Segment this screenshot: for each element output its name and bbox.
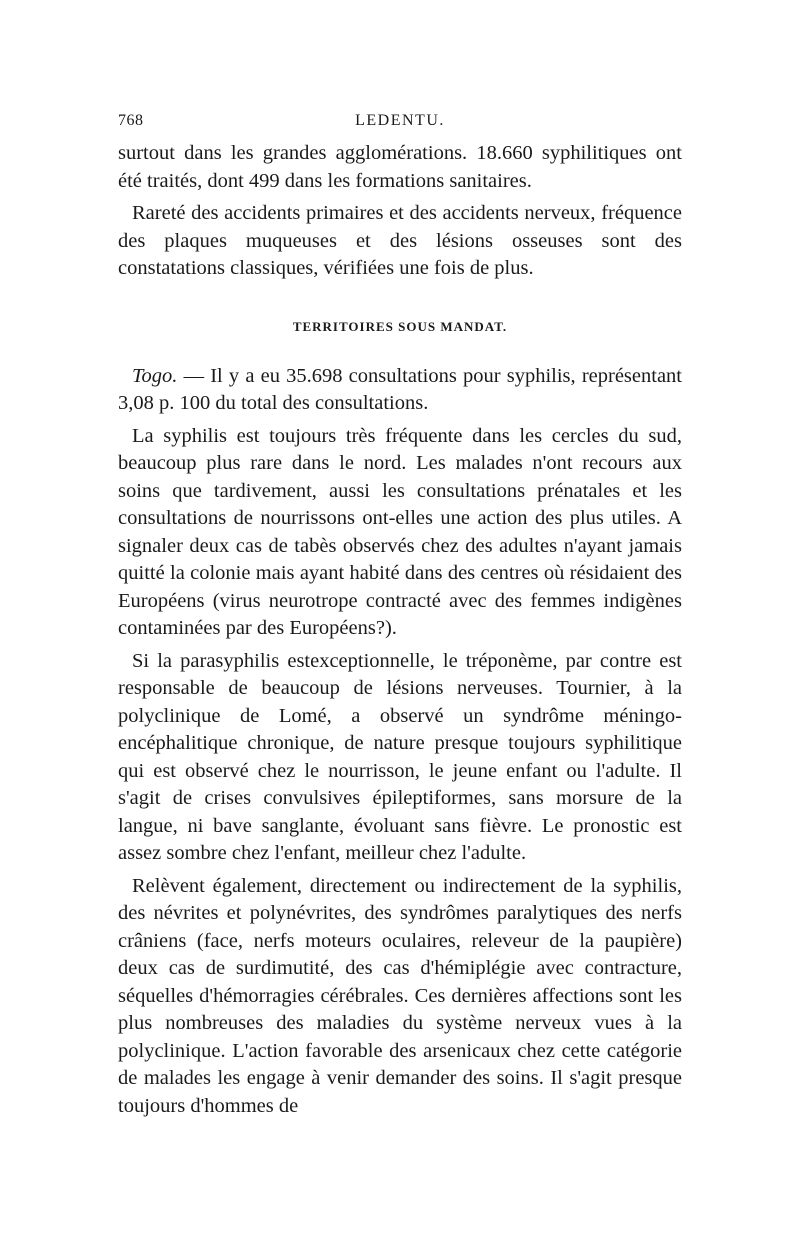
paragraph-togo — [118, 363, 682, 418]
running-header — [118, 112, 682, 140]
page-number: 768 — [118, 112, 144, 129]
place-name: Togo. — [132, 364, 178, 387]
paragraph-togo-text: — Il y a eu 35.698 consultations pour syphilis, représentant 3,08 p. 100 du total des consultations. — [118, 364, 682, 414]
paragraph: Rareté des accidents primaires et des accidents nerveux, fréquence des plaques muqueuses et des lésions osseuses sont des constatations classiques, vérifiées une fois de plus. — [118, 202, 682, 279]
running-title: LEDENTU. — [355, 112, 445, 129]
document-page — [118, 112, 682, 1120]
section-heading: TERRITOIRES SOUS MANDAT. — [292, 318, 508, 334]
paragraph: Si la parasyphilis estexceptionnelle, le tréponème, par contre est responsable de beaucoup de lésions nerveuses. Tournier, à la polyclinique de Lomé, a observé un syndrôme méningo-encéphalitique chronique, de nature presque toujours syphilitique qui est observé chez le nourrisson, le jeune enfant ou l'adulte. Il s'agit de crises convulsives épileptiformes, sans morsure de la langue, ni bave sanglante, évoluant sans fièvre. Le pronostic est assez sombre chez l'enfant, meilleur chez l'adulte. — [118, 649, 682, 864]
paragraph: Relèvent également, directement ou indirectement de la syphilis, des névrites et polynévrites, des syndrômes paralytiques des nerfs crâniens (face, nerfs moteurs oculaires, releveur de la paupière) deux cas de surdimutité, des cas d'hémiplégie avec contracture, séquelles d'hémorragies cérébrales. Ces dernières affections sont les plus nombreuses des maladies du système nerveux vues à la polyclinique. L'action favorable des arsenicaux chez cette catégorie de malades les engage à venir demander des soins. Il s'agit presque toujours d'hommes de — [118, 874, 682, 1117]
paragraph: surtout dans les grandes agglomérations. 18.660 syphilitiques ont été traités, dont 499 dans les formations sanitaires. — [118, 142, 682, 192]
body-text-top — [118, 140, 682, 283]
body-text-bottom — [118, 363, 682, 1121]
paragraph: La syphilis est toujours très fréquente dans les cercles du sud, beaucoup plus rare dans le nord. Les malades n'ont recours aux soins que tardivement, aussi les consultations prénatales et les consultations de nourrissons ont-elles une action des plus utiles. A signaler deux cas de tabès observés chez des adultes n'ayant jamais quitté la colonie mais ayant habité dans des centres où résidaient des Européens (virus neurotrope contracté avec des femmes indigènes contaminées par des Européens?). — [118, 424, 682, 639]
